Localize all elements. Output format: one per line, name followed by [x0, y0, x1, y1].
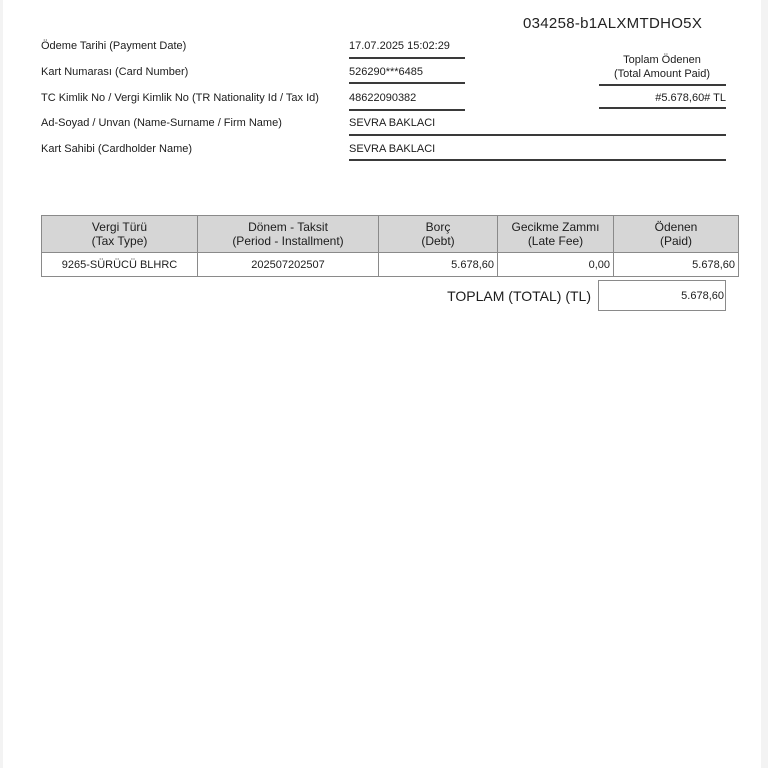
- payment-date-value: 17.07.2025 15:02:29: [349, 40, 450, 52]
- header-period: [198, 216, 379, 253]
- header-late-fee-line1: Gecikme Zammı: [511, 220, 600, 234]
- tax-id-value: 48622090382: [349, 92, 417, 104]
- header-tax-type-line2: (Tax Type): [91, 234, 148, 248]
- cell-debt: 5.678,60: [379, 253, 498, 277]
- cell-period: 202507202507: [198, 253, 379, 277]
- cardholder-label: Kart Sahibi (Cardholder Name): [41, 143, 193, 155]
- total-paid-caption-line1: Toplam Ödenen: [623, 54, 701, 66]
- total-paid-rule-bottom: [599, 107, 726, 109]
- header-late-fee-line2: (Late Fee): [527, 234, 584, 248]
- grand-total-label: TOPLAM (TOTAL) (TL): [447, 288, 591, 304]
- header-paid-line2: (Paid): [659, 234, 692, 248]
- card-number-underline: [349, 82, 465, 84]
- cardholder-value: SEVRA BAKLACI: [349, 143, 436, 155]
- name-underline: [349, 134, 726, 136]
- card-number-value: 526290***6485: [349, 66, 424, 78]
- cell-tax-type: 9265-SÜRÜCÜ BLHRC: [42, 253, 198, 277]
- header-debt-line2: (Debt): [421, 234, 455, 248]
- table-header-row: [42, 216, 739, 253]
- header-tax-type: [42, 216, 198, 253]
- tax-id-label: TC Kimlik No / Vergi Kimlik No (TR Nationality Id / Tax Id): [41, 92, 319, 104]
- payment-date-label: Ödeme Tarihi (Payment Date): [41, 40, 187, 52]
- header-late-fee: [498, 216, 614, 253]
- card-number-label: Kart Numarası (Card Number): [41, 66, 189, 78]
- header-debt-line1: Borç: [425, 220, 451, 234]
- name-label: Ad-Soyad / Unvan (Name-Surname / Firm Name): [41, 117, 282, 129]
- receipt-page: [3, 0, 761, 768]
- header-period-line1: Dönem - Taksit: [248, 220, 328, 234]
- total-paid-caption: [599, 53, 725, 81]
- tax-id-underline: [349, 109, 465, 111]
- header-paid: [614, 216, 739, 253]
- header-debt: [379, 216, 498, 253]
- cell-paid: 5.678,60: [614, 253, 739, 277]
- name-value: SEVRA BAKLACI: [349, 117, 436, 129]
- payment-date-underline: [349, 57, 465, 59]
- header-paid-line1: Ödenen: [654, 220, 698, 234]
- reference-code: 034258-b1ALXMTDHO5X: [523, 15, 703, 32]
- total-paid-rule-top: [599, 84, 726, 86]
- table-row: [42, 253, 739, 277]
- header-period-line2: (Period - Installment): [232, 234, 344, 248]
- header-tax-type-line1: Vergi Türü: [91, 220, 148, 234]
- cardholder-underline: [349, 159, 726, 161]
- total-paid-value: #5.678,60# TL: [655, 92, 726, 104]
- grand-total-value: 5.678,60: [681, 290, 724, 302]
- total-paid-caption-line2: (Total Amount Paid): [614, 68, 710, 80]
- cell-late-fee: 0,00: [498, 253, 614, 277]
- payment-table: [41, 215, 739, 277]
